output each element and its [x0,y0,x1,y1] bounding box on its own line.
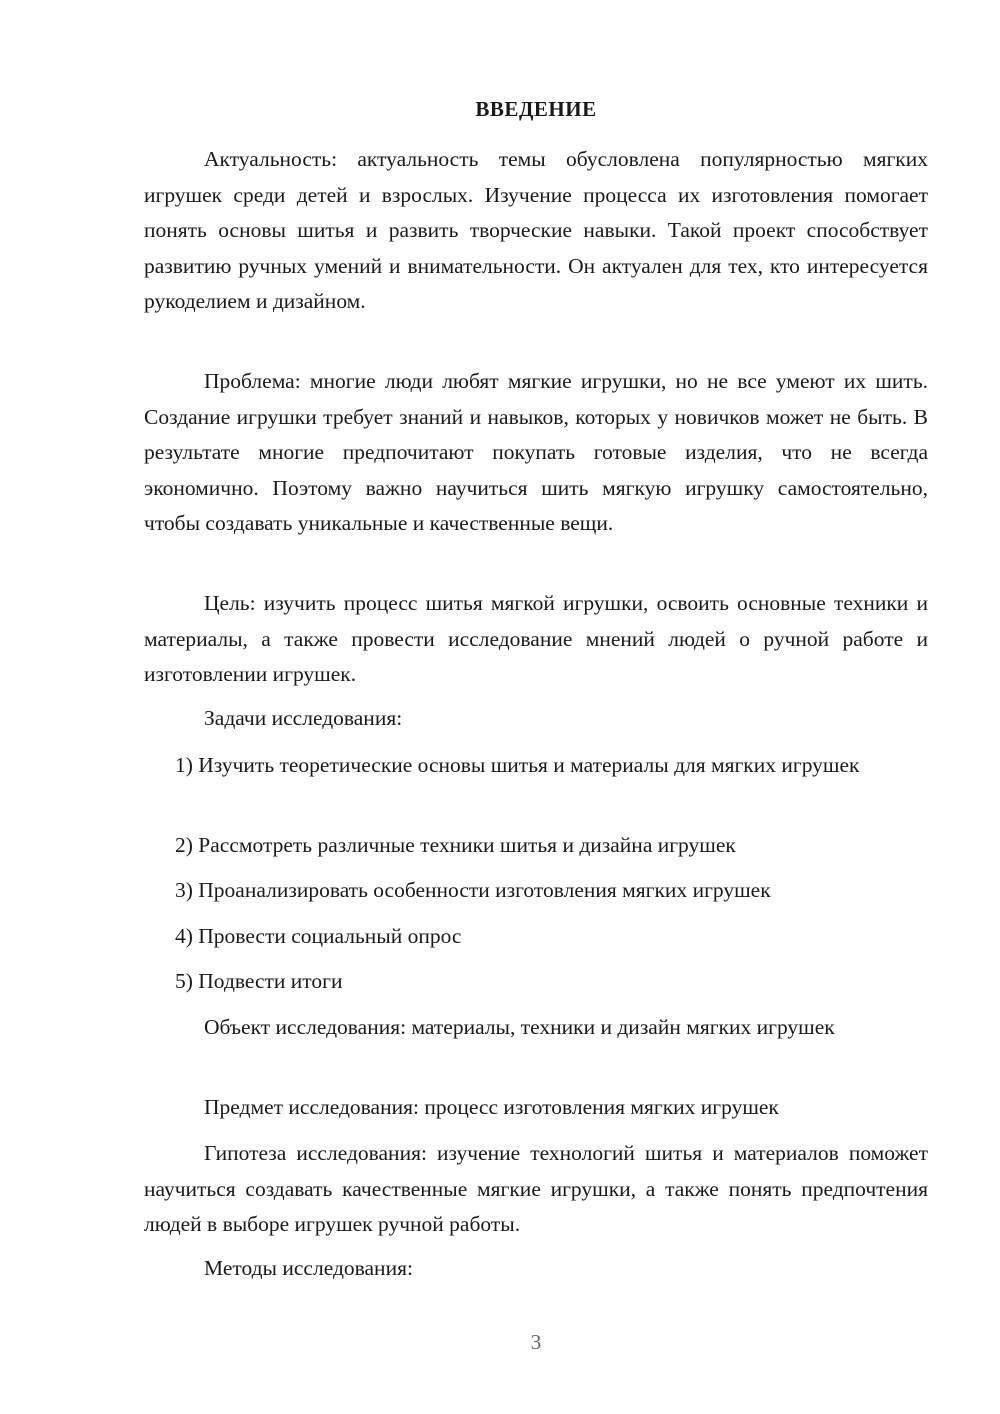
relevance-paragraph: Актуальность: актуальность темы обусловлена популярностью мягких игрушек среди детей и взрослых. Изучение процесса их изготовления помогает понять основы шитья и развить творческие навыки. Такой проект способствует развитию ручных умений и внимательности. Он актуален для тех, кто интересуется рукоделием и дизайном. [144,147,928,313]
hypothesis-paragraph: Гипотеза исследования: изучение технологий шитья и материалов поможет научиться создавать качественные мягкие игрушки, а также понять предпочтения людей в выборе игрушек ручной работы. [144,1141,928,1236]
task-item-3: 3) Проанализировать особенности изготовления мягких игрушек [175,878,771,902]
task-item-4: 4) Провести социальный опрос [175,924,462,948]
tasks-heading: Задачи исследования: [204,706,403,730]
section-title: ВВЕДЕНИЕ [475,97,597,121]
page-number: 3 [530,1330,542,1354]
problem-paragraph: Проблема: многие люди любят мягкие игрушки, но не все умеют их шить. Создание игрушки требует знаний и навыков, которых у новичков может не быть. В результате многие предпочитают покупать готовые изделия, что не всегда экономично. Поэтому важно научиться шить мягкую игрушку самостоятельно, чтобы создавать уникальные и качественные вещи. [144,369,928,535]
task-item-1: 1) Изучить теоретические основы шитья и материалы для мягких игрушек [175,753,860,777]
goal-paragraph: Цель: изучить процесс шитья мягкой игрушки, освоить основные техники и материалы, а также провести исследование мнений людей о ручной работе и изготовлении игрушек. [144,591,928,686]
task-item-5: 5) Подвести итоги [175,969,343,993]
methods-heading: Методы исследования: [204,1256,413,1280]
task-item-2: 2) Рассмотреть различные техники шитья и дизайна игрушек [175,833,736,857]
subject-paragraph: Предмет исследования: процесс изготовления мягких игрушек [204,1095,779,1119]
object-paragraph: Объект исследования: материалы, техники и дизайн мягких игрушек [204,1015,835,1039]
